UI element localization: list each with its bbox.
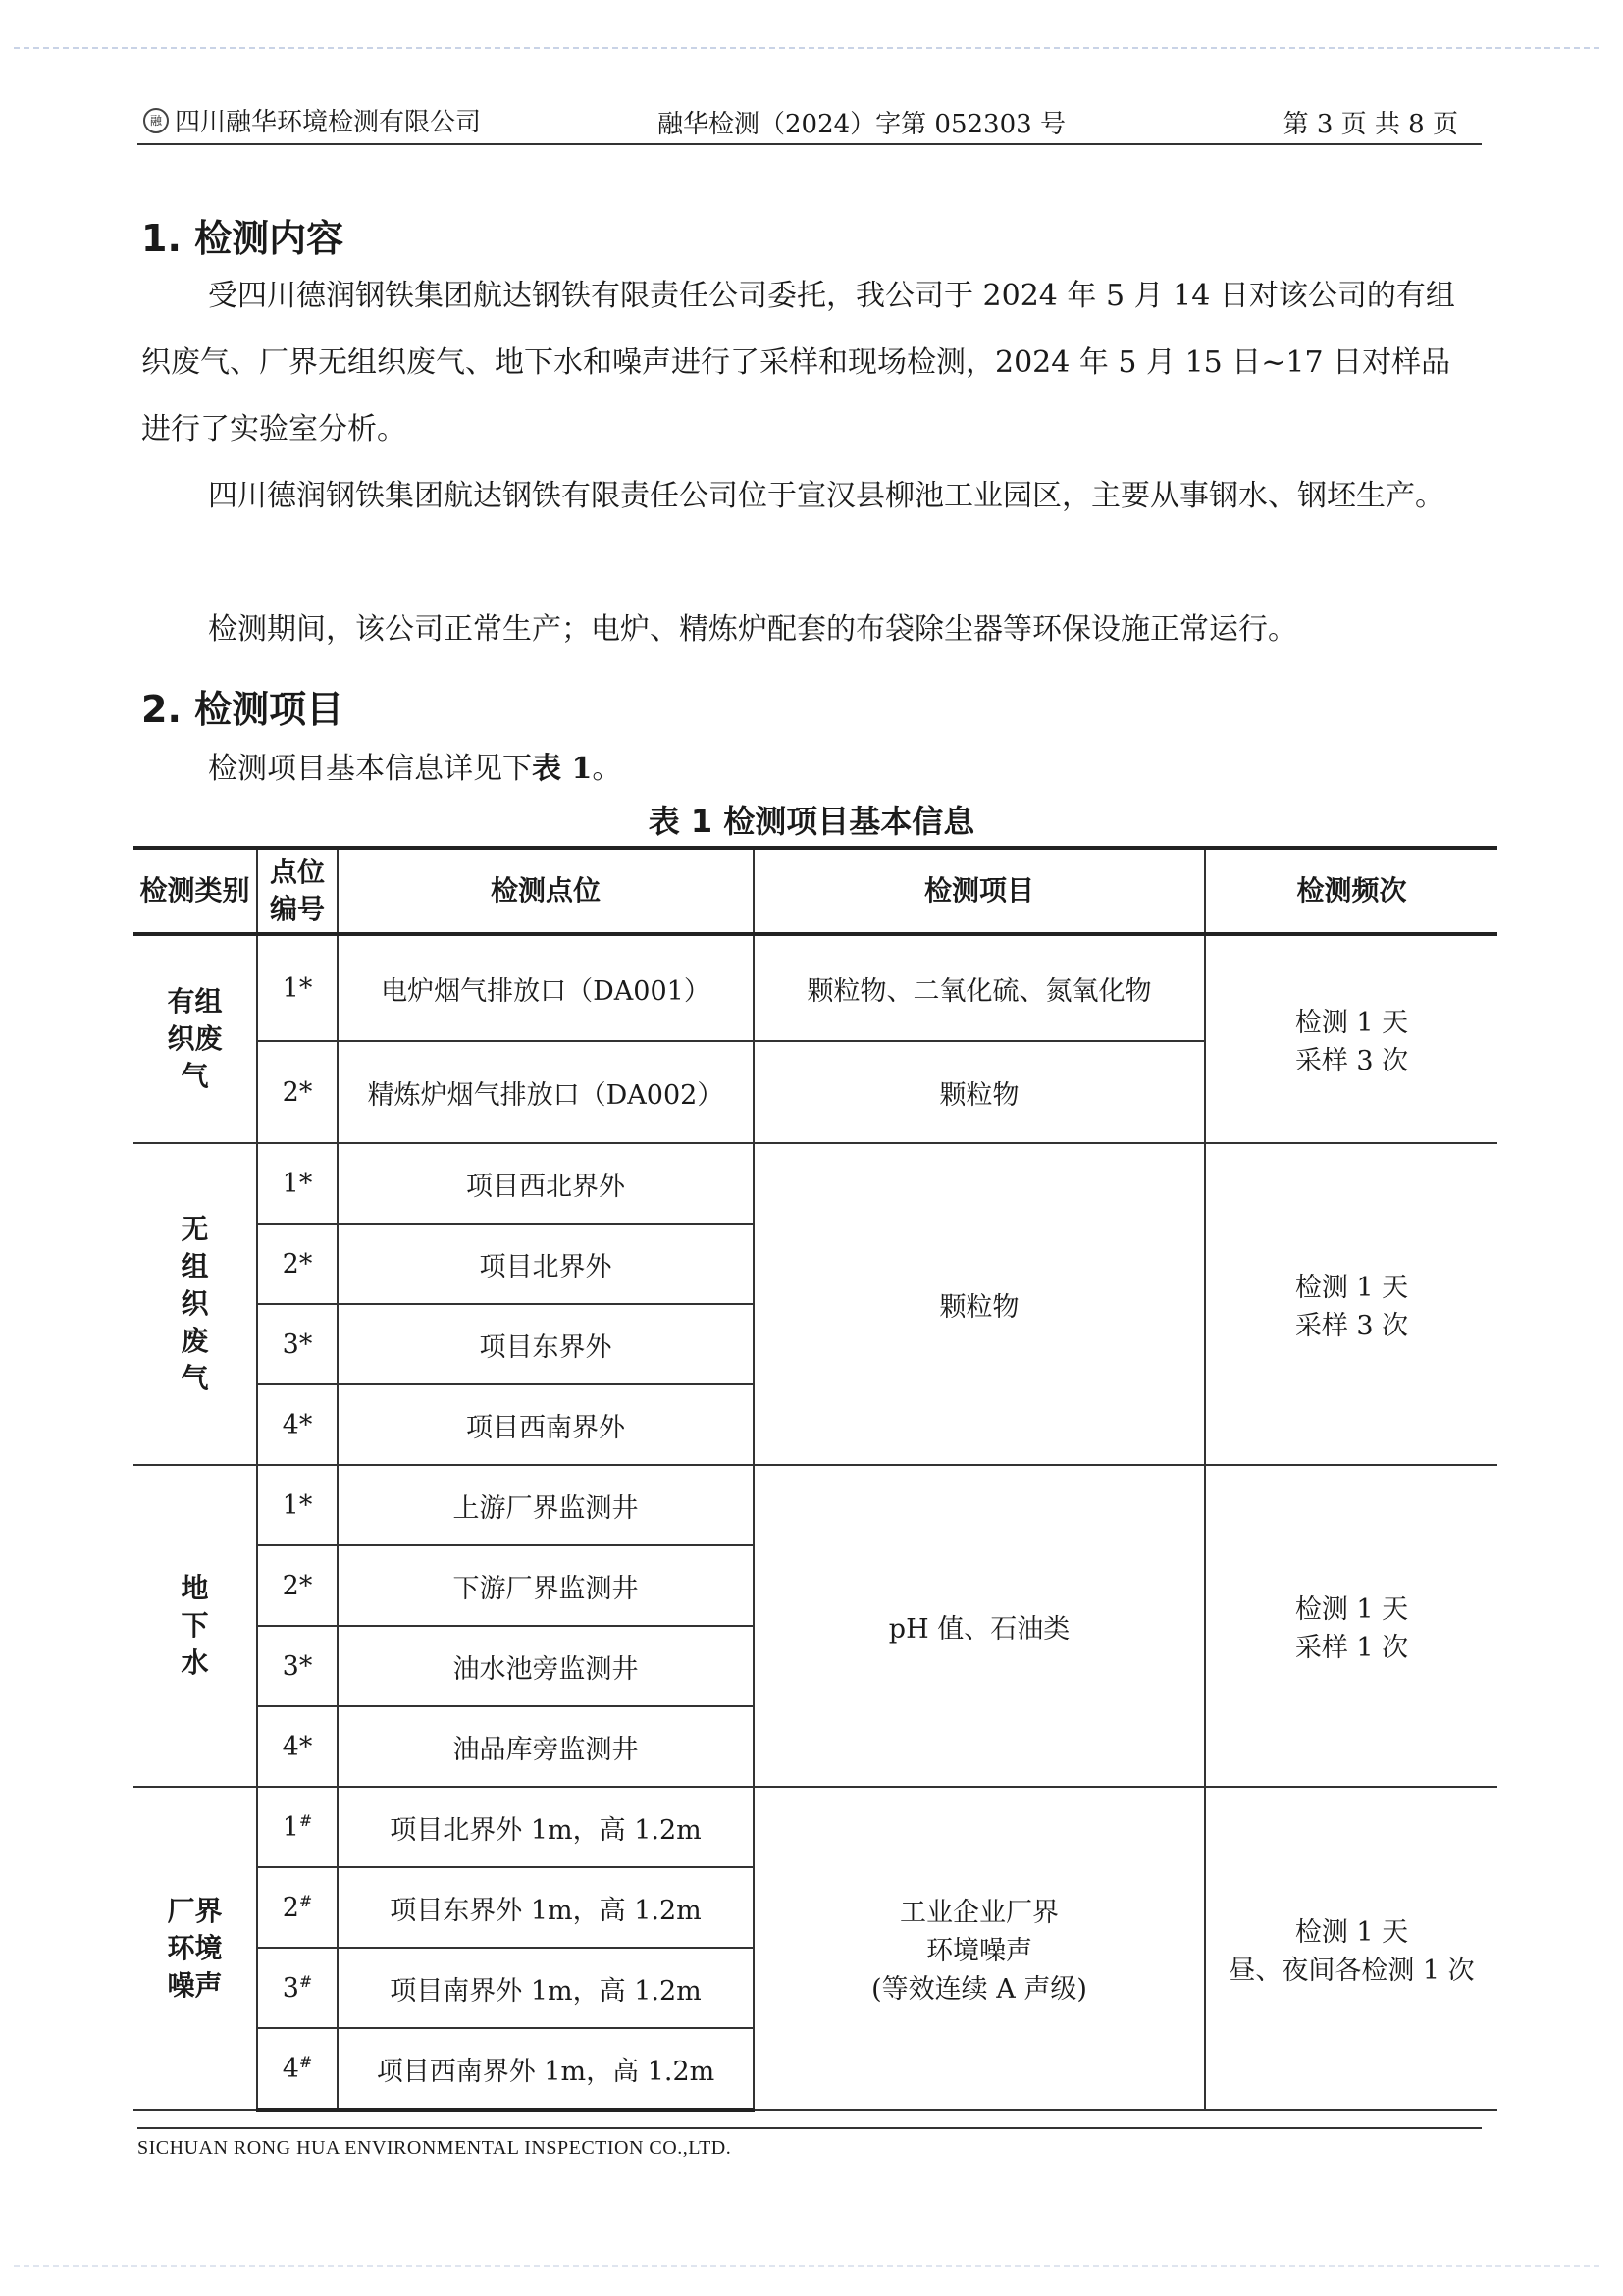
frequency-line-1: 检测 1 天: [1294, 1273, 1409, 1303]
inspection-items-table: [133, 846, 1497, 2112]
location-cell: 项目北界外 1m，高 1.2m: [338, 1787, 754, 1867]
category-line-1: 厂界: [167, 1894, 223, 1927]
point-no-cell: 1*: [257, 934, 338, 1041]
item-cell: [754, 1787, 1205, 2110]
point-no-cell: 2*: [257, 1545, 338, 1626]
point-no-cell: 3*: [257, 1626, 338, 1706]
location-cell: 油品库旁监测井: [338, 1706, 754, 1787]
table-row: [133, 1787, 1497, 1867]
item-line-1: 工业企业厂界: [900, 1898, 1059, 1928]
section2-intro-end: 。: [592, 752, 622, 786]
location-cell: 下游厂界监测井: [338, 1545, 754, 1626]
location-cell: 项目东界外: [338, 1304, 754, 1384]
frequency-cell: [1205, 1465, 1497, 1787]
item-cell: 颗粒物、二氧化硫、氮氧化物: [754, 934, 1205, 1041]
top-dashed-rule: [14, 47, 1599, 49]
frequency-line-2: 昼、夜间各检测 1 次: [1229, 1955, 1475, 1986]
point-mark: #: [298, 1972, 313, 1991]
category-cell: [133, 1143, 257, 1465]
location-cell: 项目西北界外: [338, 1143, 754, 1224]
section2-intro-text: 检测项目基本信息详见下: [208, 752, 532, 786]
point-mark: #: [298, 1892, 313, 1910]
company-name: [143, 102, 481, 138]
table-row: [133, 934, 1497, 1041]
point-no-cell: 1*: [257, 1465, 338, 1545]
category-text: 有组织废气: [167, 985, 223, 1092]
header-frequency: 检测频次: [1205, 848, 1497, 934]
frequency-line-2: 采样 3 次: [1294, 1311, 1409, 1341]
bottom-dashed-rule: [14, 2265, 1599, 2267]
page-number: 第 3 页 共 8 页: [1283, 110, 1458, 139]
report-number: 融华检测（2024）字第 052303 号: [657, 110, 1066, 139]
point-no-text: 3: [282, 1973, 299, 2004]
header-point-no-text: 点位编号: [269, 856, 325, 925]
point-no-cell: 3*: [257, 1304, 338, 1384]
frequency-line-1: 检测 1 天: [1294, 1916, 1409, 1948]
item-line-2: 环境噪声: [926, 1936, 1032, 1966]
point-no-cell: [257, 2028, 338, 2110]
frequency-line-2: 采样 3 次: [1294, 1046, 1409, 1076]
point-no-text: 2: [282, 1893, 299, 1923]
section1-paragraph-1: 受四川德润钢铁集团航达钢铁有限责任公司委托，我公司于 2024 年 5 月 14 日对该公司的有组织废气、厂界无组织废气、地下水和噪声进行了采样和现场检测，2024 年 5 月 15 日~17 日对样品进行了实验室分析。: [141, 279, 1455, 446]
location-cell: 上游厂界监测井: [338, 1465, 754, 1545]
point-mark: #: [298, 1811, 313, 1830]
table-row: [133, 1465, 1497, 1545]
location-cell: 电炉烟气排放口（DA001）: [338, 934, 754, 1041]
frequency-line-2: 采样 1 次: [1294, 1633, 1409, 1663]
point-no-cell: [257, 1787, 338, 1867]
item-cell: pH 值、石油类: [754, 1465, 1205, 1787]
item-line-3: (等效连续 A 声级): [871, 1974, 1087, 2005]
page-footer: SICHUAN RONG HUA ENVIRONMENTAL INSPECTION CO.,LTD.: [137, 2127, 1482, 2160]
point-no-text: 4: [282, 2054, 299, 2084]
frequency-cell: [1205, 1787, 1497, 2110]
point-mark: #: [298, 2053, 313, 2071]
location-cell: 项目南界外 1m，高 1.2m: [338, 1948, 754, 2028]
location-cell: 项目西南界外: [338, 1384, 754, 1465]
point-no-cell: 4*: [257, 1384, 338, 1465]
category-text: 地下水: [181, 1572, 209, 1679]
point-no-cell: 2*: [257, 1041, 338, 1143]
point-no-cell: [257, 1867, 338, 1948]
category-line-3: 噪声: [167, 1968, 223, 2002]
frequency-cell: [1205, 934, 1497, 1143]
section2-title: 2. 检测项目: [141, 688, 344, 731]
point-no-cell: 1*: [257, 1143, 338, 1224]
item-cell: 颗粒物: [754, 1143, 1205, 1465]
table-reference: 表 1: [532, 752, 593, 786]
table-caption: 表 1 检测项目基本信息: [648, 803, 975, 840]
point-no-text: 1: [282, 1812, 299, 1843]
point-no-cell: 2*: [257, 1224, 338, 1304]
header-location: 检测点位: [338, 848, 754, 934]
location-cell: 油水池旁监测井: [338, 1626, 754, 1706]
table-row: [133, 1143, 1497, 1224]
category-cell: [133, 1465, 257, 1787]
item-cell: 颗粒物: [754, 1041, 1205, 1143]
header-item: 检测项目: [754, 848, 1205, 934]
point-no-cell: [257, 1948, 338, 2028]
point-no-cell: 4*: [257, 1706, 338, 1787]
section1-paragraph-2: 四川德润钢铁集团航达钢铁有限责任公司位于宣汉县柳池工业园区，主要从事钢水、钢坯生产。: [208, 479, 1444, 513]
header-category: 检测类别: [133, 848, 257, 934]
page-header: [137, 98, 1482, 145]
location-cell: 项目西南界外 1m，高 1.2m: [338, 2028, 754, 2110]
frequency-line-1: 检测 1 天: [1294, 1594, 1409, 1625]
company-logo-icon: 融: [143, 108, 169, 133]
category-text: 无组织废气: [181, 1213, 209, 1394]
section2-intro: [141, 736, 1478, 803]
frequency-cell: [1205, 1143, 1497, 1465]
table-header-row: [133, 848, 1497, 934]
section1-paragraph-3: 检测期间，该公司正常生产；电炉、精炼炉配套的布袋除尘器等环保设施正常运行。: [208, 612, 1297, 647]
frequency-line-1: 检测 1 天: [1294, 1008, 1409, 1038]
section1-title: 1. 检测内容: [141, 217, 344, 260]
location-cell: 项目北界外: [338, 1224, 754, 1304]
category-line-2: 环境: [167, 1931, 223, 1964]
location-cell: 精炼炉烟气排放口（DA002）: [338, 1041, 754, 1143]
company-name-text: 四川融华环境检测有限公司: [175, 108, 482, 137]
category-cell: [133, 934, 257, 1143]
location-cell: 项目东界外 1m，高 1.2m: [338, 1867, 754, 1948]
category-cell: [133, 1787, 257, 2110]
header-point-no: [257, 848, 338, 934]
